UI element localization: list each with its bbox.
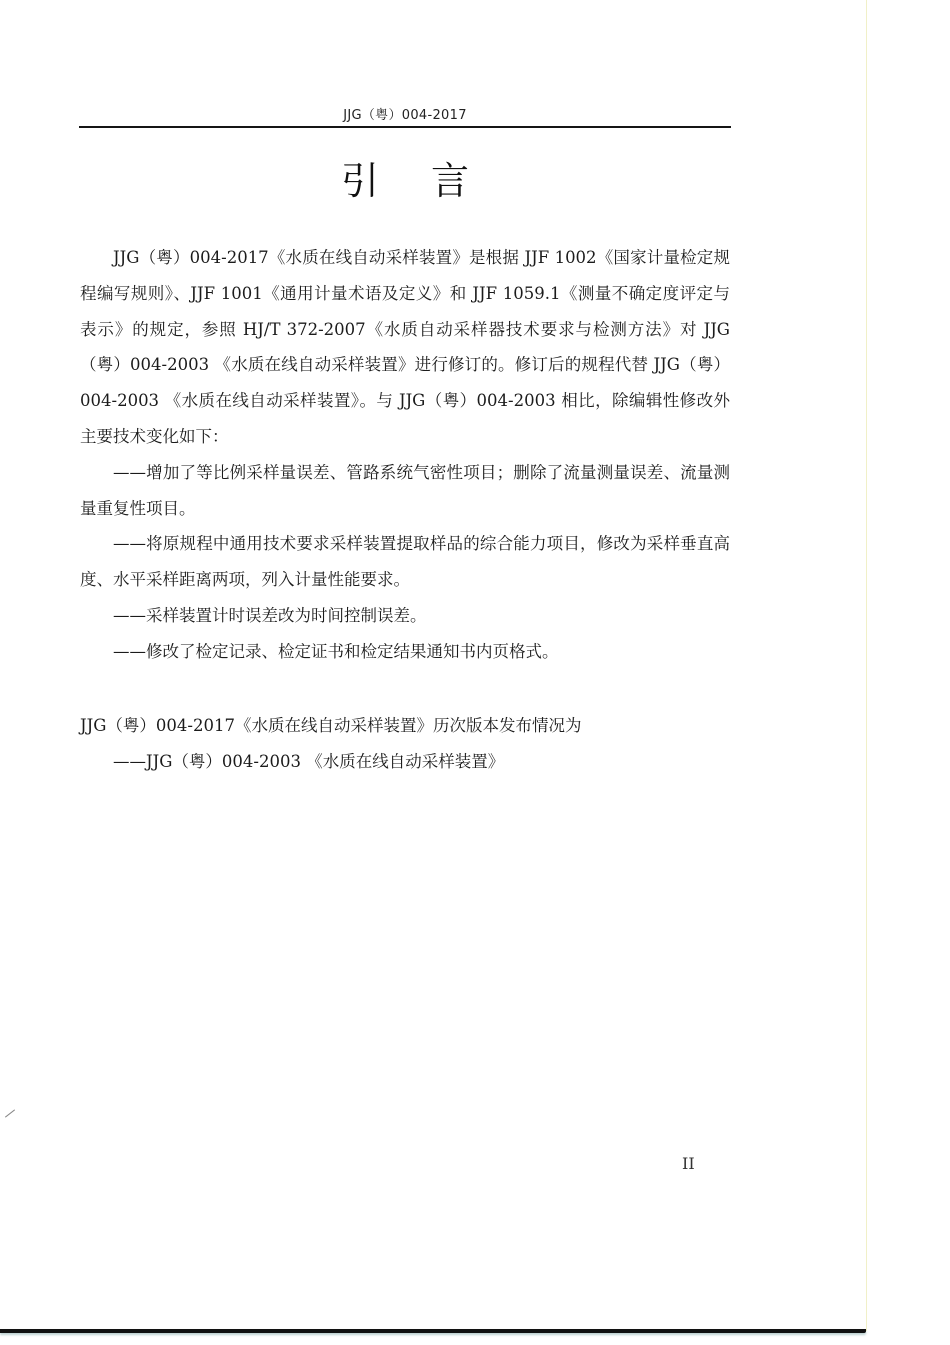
page-title: 引言 bbox=[340, 159, 521, 203]
version-history-intro: JJG（粤）004-2017《水质在线自动采样装置》历次版本发布情况为 bbox=[80, 716, 582, 735]
change-item: ——增加了等比例采样量误差、管路系统气密性项目；删除了流量测量误差、流量测量重复性项目。 bbox=[80, 462, 730, 518]
version-history bbox=[80, 708, 730, 780]
header-divider bbox=[79, 126, 731, 128]
page-number: II bbox=[682, 1154, 695, 1173]
change-item: ——修改了检定记录、检定证书和检定结果通知书内页格式。 bbox=[113, 641, 559, 661]
intro-paragraph: JJG（粤）004-2017《水质在线自动采样装置》是根据 JJF 1002《国家计量检定规程编写规则》、JJF 1001《通用计量术语及定义》和 JJF 1059.1《测量不确定度评定与表示》的规定，参照 HJ/T 372-2007《水质自动采样器技术要求与检测方法》对 JJG（粤）004-2003 《水质在线自动采样装置》进行修订的。修订后的规程代替 JJG（粤）004-2003 《水质在线自动采样装置》。与 JJG（粤）004-2003 相比，除编辑性修改外主要技术变化如下： bbox=[80, 248, 730, 446]
scan-artifact-mark bbox=[5, 1109, 15, 1117]
change-item: ——将原规程中通用技术要求采样装置提取样品的综合能力项目，修改为采样垂直高度、水平采样距离两项，列入计量性能要求。 bbox=[80, 534, 730, 590]
page-bottom-edge bbox=[0, 1329, 866, 1333]
version-history-item: ——JJG（粤）004-2003 《水质在线自动采样装置》 bbox=[113, 752, 505, 771]
introduction-body bbox=[80, 240, 730, 670]
change-item: ——采样装置计时误差改为时间控制误差。 bbox=[113, 605, 427, 625]
standard-code-header: JJG（粤）004-2017 bbox=[343, 108, 467, 123]
